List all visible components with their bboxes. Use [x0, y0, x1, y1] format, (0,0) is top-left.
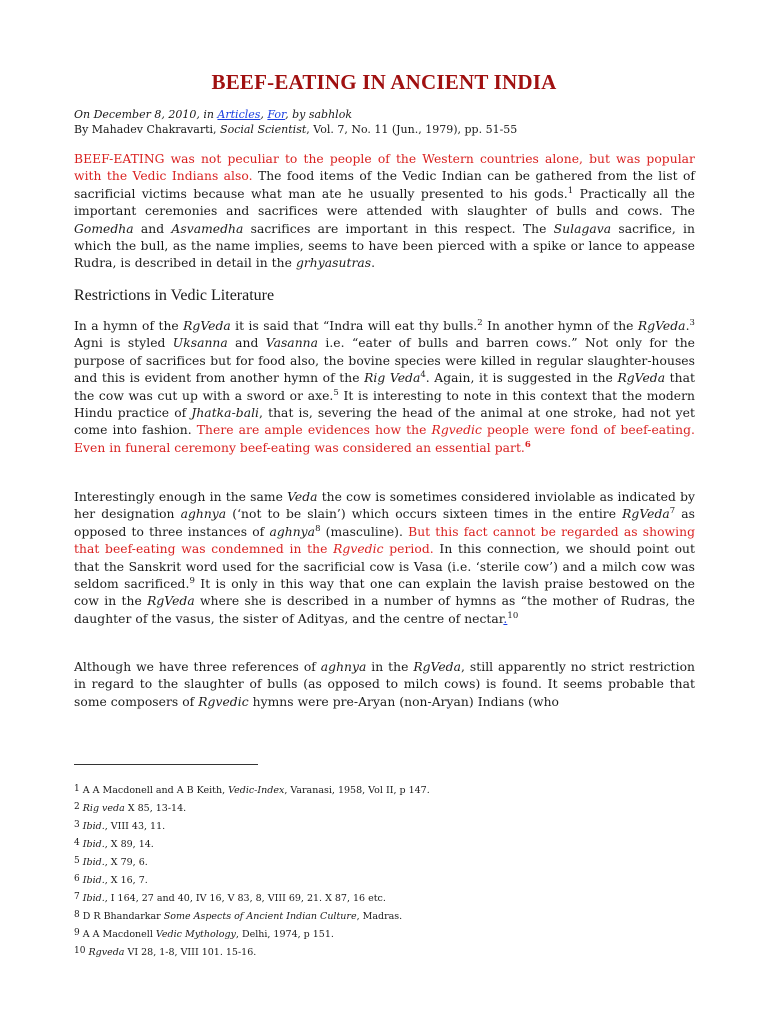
- footnote-number: 5: [74, 856, 80, 866]
- footnotes: [74, 782, 714, 962]
- text: (masculine).: [320, 524, 409, 539]
- text: Interestingly enough in the same: [74, 490, 288, 504]
- footnote-ref: 2: [477, 317, 483, 328]
- separator: ,: [260, 108, 268, 121]
- text: .: [685, 319, 690, 333]
- footnote-item: [74, 872, 714, 890]
- footnote-number: 8: [74, 910, 80, 920]
- footnote-italic: Rig veda: [82, 803, 125, 814]
- footnote-ref: 1: [567, 185, 574, 196]
- footnote-item: [74, 782, 714, 800]
- section-heading: Restrictions in Vedic Literature: [74, 287, 275, 304]
- text: in the: [366, 660, 414, 674]
- footnote-ref: 3: [689, 317, 695, 328]
- footnote-link[interactable]: .: [503, 611, 508, 626]
- italic-term: RgVeda: [617, 371, 666, 386]
- footnote-ref: 6: [524, 439, 531, 450]
- footnote-italic: Vedic-Index: [228, 785, 285, 796]
- text: and: [227, 336, 266, 351]
- footnote-text: , X 16, 7.: [104, 875, 148, 886]
- footnote-item: [74, 890, 714, 908]
- footnote-text: , Varanasi, 1958, Vol II, p 147.: [284, 785, 430, 796]
- article-title: BEEF-EATING IN ANCIENT INDIA: [211, 70, 557, 94]
- text: The food items of the Vedic Indian can be gathered from the list of sacrificial victims because what man ate he usually presented to his gods.: [74, 169, 695, 201]
- source-citation: [74, 122, 714, 138]
- paragraph-2: [74, 318, 695, 457]
- italic-term: Uksanna: [172, 336, 228, 351]
- italic-term: RgVeda: [147, 594, 195, 609]
- highlighted-text: period.: [383, 542, 434, 557]
- footnote-italic: Ibid.: [82, 821, 105, 832]
- footnote-number: 4: [74, 838, 80, 848]
- footnote-number: 10: [74, 946, 86, 956]
- text: as opposed to three instances of: [74, 507, 696, 539]
- text: In this connection, we should point out that the Sanskrit word used for the sacrificial cow is Vasa (i.e. ‘sterile cow’) and a milch cow was seldom sacrificed.: [74, 542, 696, 592]
- italic-term: Sulagava: [553, 221, 612, 236]
- text: and: [133, 221, 172, 236]
- italic-term: Vasanna: [265, 336, 319, 351]
- highlighted-italic-term: Rgvedic: [431, 423, 482, 438]
- text: that the cow was cut up with a sword or axe.: [74, 371, 695, 403]
- text: In another hymn of the: [482, 319, 638, 333]
- source-author: By Mahadev Chakravarti,: [74, 123, 221, 136]
- italic-term: aghnya: [269, 524, 316, 539]
- footnote-text: A A Macdonell and A B Keith,: [82, 785, 229, 796]
- category-link-for[interactable]: For: [267, 108, 286, 121]
- footnote-text: , X 79, 6.: [104, 857, 148, 868]
- footnote-number: 7: [74, 892, 80, 902]
- text: i.e. “eater of bulls and barren cows.” Not only for the purpose of sacrifices but for food also, the bovine species were killed in regular slaughter-houses and this is evident from another hymn of the: [74, 336, 695, 386]
- footnote-divider: [74, 764, 258, 765]
- footnote-text: , VIII 43, 11.: [104, 821, 166, 832]
- footnote-item: [74, 908, 714, 926]
- footnote-item: [74, 836, 714, 854]
- footnote-number: 9: [74, 928, 80, 938]
- text: sacrifice, in which the bull, as the name implies, seems to have been pierced with a spike or lance to appease Rudra, is described in detail in the: [74, 221, 695, 271]
- citation-details: , Vol. 7, No. 11 (Jun., 1979), pp. 51-55: [306, 123, 518, 136]
- highlighted-italic-term: Rgvedic: [333, 542, 384, 557]
- text: Although we have three references of: [74, 660, 321, 674]
- footnote-ref: 10: [507, 610, 519, 621]
- footnote-text: D R Bhandarkar: [82, 911, 164, 922]
- italic-term: Asvamedha: [171, 221, 244, 236]
- footnote-ref: 8: [315, 523, 321, 534]
- text: Agni is styled: [74, 336, 173, 351]
- italic-term: Rig Veda: [364, 371, 421, 386]
- footnote-ref: 4: [420, 370, 426, 381]
- highlighted-text: people were fond of beef-eating. Even in funeral ceremony beef-eating was considered an essential part.: [74, 423, 695, 455]
- text: hymns were pre-Aryan (non-Aryan) Indians (who: [248, 694, 560, 709]
- footnote-italic: Some Aspects of Ancient Indian Culture: [163, 911, 357, 922]
- text: it is said that “Indra will eat thy bulls.: [230, 319, 478, 333]
- italic-term: Gomedha: [74, 221, 134, 236]
- post-author: , by sabhlok: [285, 108, 352, 121]
- footnote-italic: Ibid.: [82, 857, 105, 868]
- footnote-text: X 85, 13-14.: [124, 803, 187, 814]
- text: the cow is sometimes considered inviolable as indicated by her designation: [74, 490, 695, 522]
- footnote-italic: Vedic Mythology: [155, 929, 236, 940]
- paragraph-3: [74, 489, 695, 628]
- italic-term: RgVeda: [622, 507, 670, 522]
- text: It is interesting to note in this context that the modern Hindu practice of: [74, 388, 695, 421]
- posted-date: On December 8, 2010, in: [74, 108, 218, 121]
- post-meta: [74, 107, 714, 123]
- text: (‘not to be slain’) which occurs sixteen times in the entire: [226, 507, 623, 522]
- category-link-articles[interactable]: Articles: [217, 108, 261, 121]
- italic-term: aghnya: [320, 660, 367, 674]
- italic-term: RgVeda: [183, 319, 231, 333]
- footnote-number: 3: [74, 820, 80, 830]
- text: In a hymn of the: [74, 319, 184, 333]
- italic-term: Rgvedic: [198, 694, 249, 709]
- text: sacrifices are important in this respect. The: [243, 221, 554, 236]
- footnote-text: VI 28, 1-8, VIII 101. 15-16.: [124, 947, 257, 958]
- footnote-italic: Rgveda: [88, 947, 125, 958]
- text: where she is described in a number of hymns as “the mother of Rudras, the daughter of the vasus, the sister of Adityas, and the centre of nectar: [74, 594, 695, 626]
- footnote-item: [74, 800, 714, 818]
- paragraph-4: [74, 659, 695, 711]
- highlighted-text: But this fact cannot be regarded as showing that beef-eating was condemned in the: [74, 524, 695, 557]
- italic-term: RgVeda: [637, 319, 686, 333]
- footnote-item: [74, 818, 714, 836]
- footnote-item: [74, 854, 714, 872]
- footnote-italic: Ibid.: [82, 875, 105, 886]
- footnote-text: , I 164, 27 and 40, IV 16, V 83, 8, VIII 69, 21. X 87, 16 etc.: [104, 893, 386, 904]
- highlighted-text: There are ample evidences how the: [196, 423, 432, 438]
- text: , still apparently no strict restriction in regard to the slaughter of bulls (as opposed to milch cows) is found. It seems probable that some composers of: [74, 660, 696, 709]
- italic-term: RgVeda: [413, 660, 461, 674]
- journal-name: Social Scientist: [220, 123, 307, 136]
- footnote-item: [74, 926, 714, 944]
- text: Practically all the important ceremonies and sacrifices were attended with slaughter of bulls and cows. The: [74, 186, 695, 219]
- italic-term: Jhatka-bali: [191, 406, 260, 421]
- footnote-ref: 7: [669, 506, 676, 517]
- text: It is only in this way that one can explain the lavish praise bestowed on the cow in the: [74, 577, 695, 609]
- footnote-ref: 9: [189, 575, 195, 586]
- footnote-text: A A Macdonell: [82, 929, 156, 940]
- footnote-text: , Delhi, 1974, p 151.: [235, 929, 334, 940]
- highlighted-text: BEEF-EATING was not peculiar to the people of the Western countries alone, but was popular with the Vedic Indians also.: [74, 152, 695, 184]
- footnote-item: [74, 944, 714, 962]
- footnote-italic: Ibid.: [82, 893, 105, 904]
- footnote-number: 1: [74, 784, 80, 794]
- text: .: [371, 256, 376, 271]
- italic-term: grhyasutras: [295, 256, 372, 271]
- italic-term: aghnya: [180, 507, 227, 522]
- footnote-italic: Ibid.: [82, 839, 105, 850]
- footnote-text: , X 89, 14.: [104, 839, 154, 850]
- italic-term: Veda: [287, 490, 318, 504]
- text: , that is, severing the head of the animal at one stroke, had not yet come into fashion.: [74, 406, 695, 438]
- paragraph-1: [74, 151, 695, 273]
- footnote-ref: 5: [333, 387, 339, 398]
- footnote-number: 2: [74, 802, 80, 812]
- text: . Again, it is suggested in the: [425, 371, 618, 386]
- footnote-number: 6: [74, 874, 80, 884]
- footnote-text: , Madras.: [356, 911, 403, 922]
